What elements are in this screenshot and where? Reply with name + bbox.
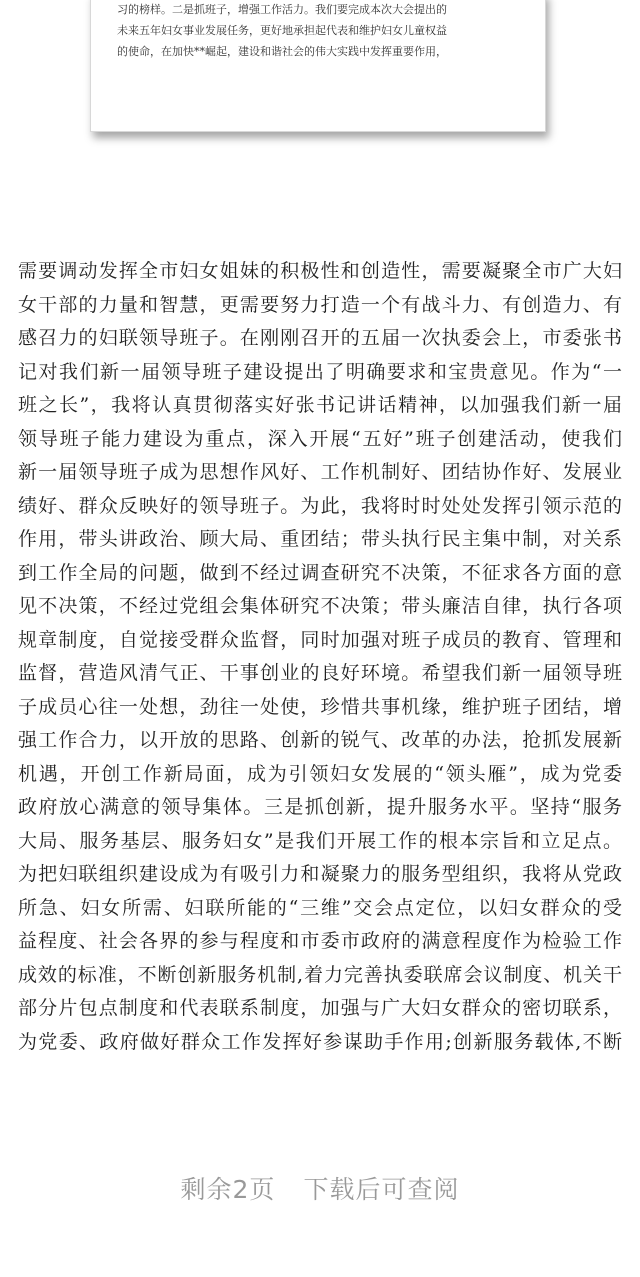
document-body (18, 255, 622, 1059)
preview-line: 习的榜样。二是抓班子，增强工作活力。我们要完成本次大会提出的 (117, 3, 447, 16)
body-line: 感召力的妇联领导班子。在刚刚召开的五届一次执委会上，市委张书 (18, 327, 622, 349)
preview-line: 的使命，在加快**崛起，建设和谐社会的伟大实践中发挥重要作用， (117, 45, 447, 58)
body-line: 作用，带头讲政治、顾大局、重团结；带头执行民主集中制，对关系 (18, 528, 622, 550)
body-line: 到工作全局的问题，做到不经过调查研究不决策，不征求各方面的意 (18, 561, 622, 584)
body-line: 见不决策，不经过党组会集体研究不决策；带头廉洁自律，执行各项 (18, 595, 622, 617)
download-to-read-more-button[interactable] (0, 1170, 640, 1270)
body-line: 绩好、群众反映好的领导班子。为此，我将时时处处发挥引领示范的 (18, 494, 622, 517)
body-line: 为把妇联组织建设成为有吸引力和凝聚力的服务型组织，我将从党政 (18, 863, 622, 885)
body-line: 成效的标准，不断创新服务机制,着力完善执委联席会议制度、机关干 (18, 963, 622, 986)
body-line: 规章制度，自觉接受群众监督，同时加强对班子成员的教育、管理和 (18, 628, 622, 651)
body-line: 领导班子能力建设为重点，深入开展“五好”班子创建活动，使我们 (18, 427, 622, 450)
body-line: 班之长”，我将认真贯彻落实好张书记讲话精神，以加强我们新一届 (18, 394, 622, 416)
body-line: 子成员心往一处想，劲往一处使，珍惜共事机缘，维护班子团结，增 (18, 695, 622, 718)
body-line: 新一届领导班子成为思想作风好、工作机制好、团结协作好、发展业 (18, 461, 622, 483)
body-line: 所急、妇女所需、妇联所能的“三维”交会点定位，以妇女群众的受 (18, 896, 622, 919)
body-line: 强工作合力，以开放的思路、创新的锐气、改革的办法，抢抓发展新 (18, 729, 622, 751)
download-to-view-label: 下载后可查阅 (303, 1175, 460, 1204)
remaining-pages-label: 剩余2页 (180, 1175, 276, 1204)
body-line: 机遇，开创工作新局面，成为引领妇女发展的“领头雁”，成为党委 (18, 762, 622, 785)
body-line: 为党委、政府做好群众工作发挥好参谋助手作用;创新服务载体,不断 (18, 1030, 622, 1053)
body-line: 部分片包点制度和代表联系制度，加强与广大妇女群众的密切联系， (18, 997, 622, 1019)
body-line: 记对我们新一届领导班子建设提出了明确要求和宝贵意见。作为“一 (18, 360, 622, 383)
body-line: 大局、服务基层、服务妇女”是我们开展工作的根本宗旨和立足点。 (18, 829, 622, 852)
body-line: 政府放心满意的领导集体。三是抓创新，提升服务水平。坚持“服务 (18, 796, 622, 818)
body-line: 女干部的力量和智慧，更需要努力打造一个有战斗力、有创造力、有 (18, 293, 622, 316)
preview-line: 未来五年妇女事业发展任务，更好地承担起代表和维护妇女儿童权益 (117, 24, 447, 37)
body-line: 监督，营造风清气正、干事创业的良好环境。希望我们新一届领导班 (18, 662, 622, 684)
body-line: 需要调动发挥全市妇女姐妹的积极性和创造性，需要凝聚全市广大妇 (18, 260, 622, 282)
page-preview-card (90, 0, 546, 132)
body-line: 益程度、社会各界的参与程度和市委市政府的满意程度作为检验工作 (18, 930, 622, 952)
